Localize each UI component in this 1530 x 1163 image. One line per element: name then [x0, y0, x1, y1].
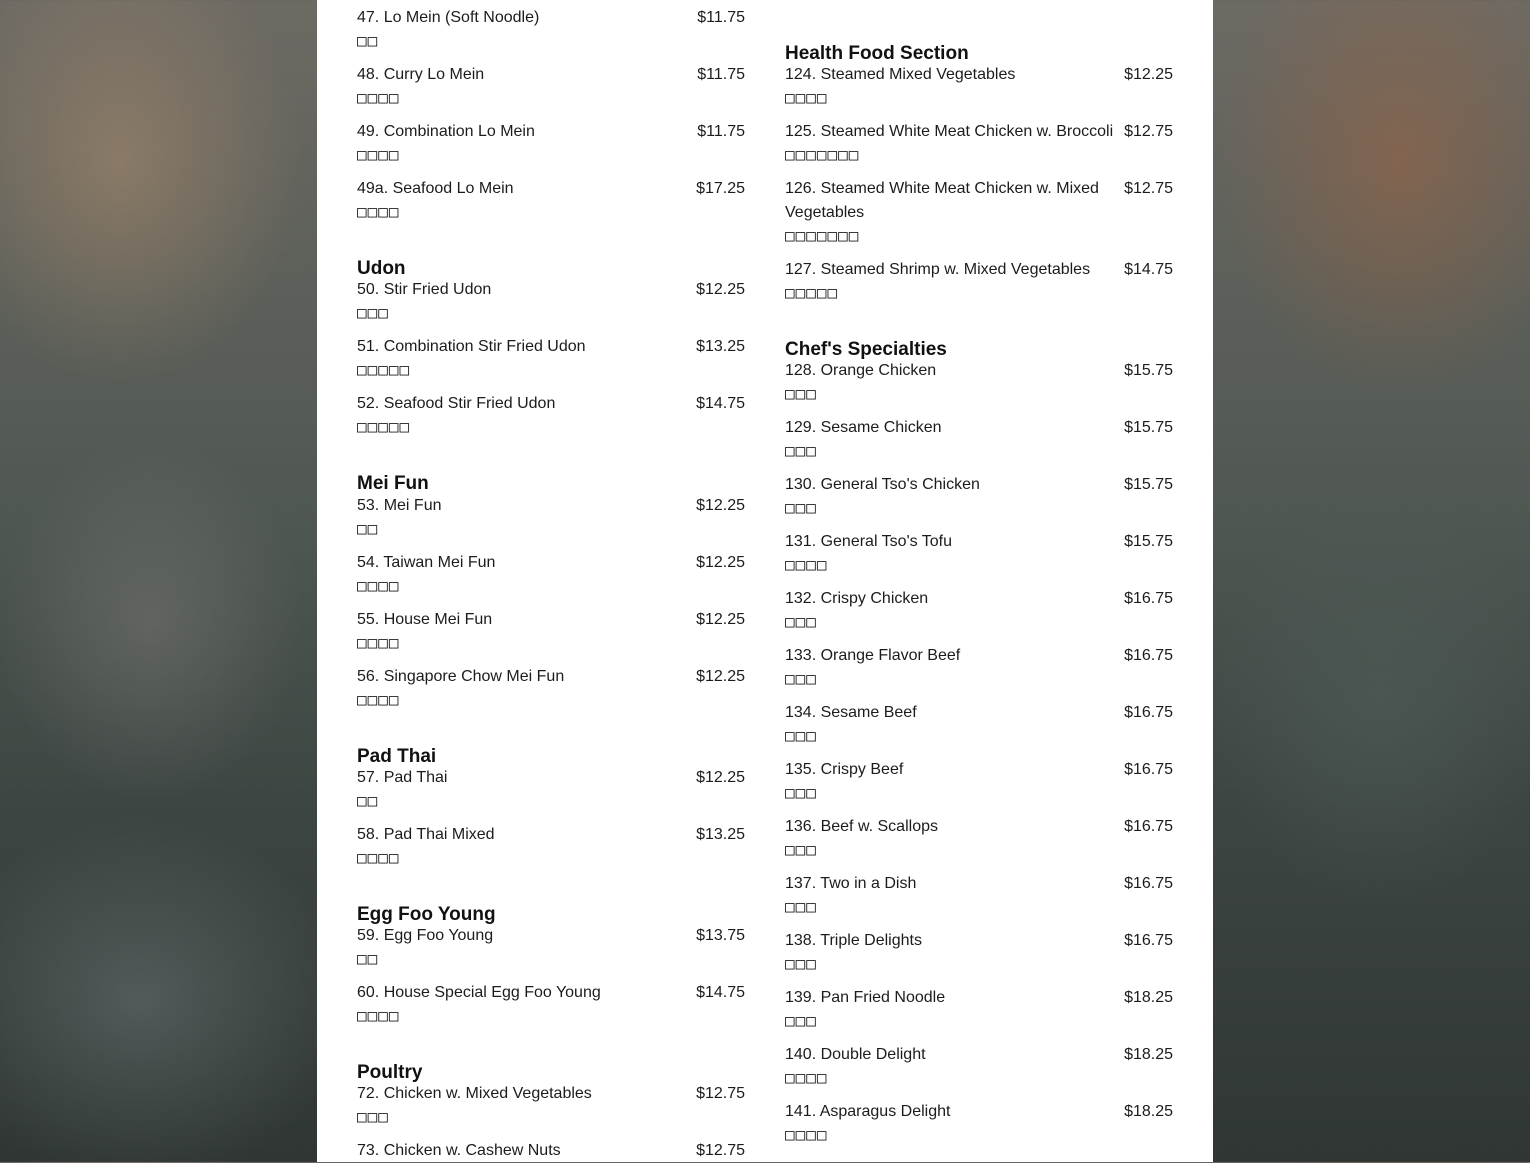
menu-item-chinese-name: □□□□	[357, 576, 400, 595]
menu-item	[357, 120, 745, 166]
menu-item-price: $16.75	[1124, 647, 1173, 664]
menu-item-price: $12.75	[696, 1142, 745, 1159]
menu-item-name: 128. Orange Chicken	[785, 362, 937, 379]
menu-item-price: $11.75	[697, 9, 745, 26]
menu-item-row	[357, 335, 745, 359]
menu-item-chinese-name: □□□□	[785, 1068, 828, 1087]
menu-item	[785, 758, 1173, 804]
menu-item-chinese-name: □□□□□	[357, 417, 411, 436]
menu-item	[357, 1139, 745, 1163]
menu-item-name: 54. Taiwan Mei Fun	[357, 554, 496, 571]
menu-item-price: $18.25	[1124, 1103, 1173, 1120]
menu-item-name: 127. Steamed Shrimp w. Mixed Vegetables	[785, 261, 1091, 278]
menu-item-price: $16.75	[1124, 818, 1173, 835]
menu-item-price: $17.25	[696, 180, 745, 197]
menu-item-row	[785, 473, 1173, 497]
menu-item-name: 140. Double Delight	[785, 1046, 926, 1063]
menu-item-price: $12.75	[1124, 123, 1173, 140]
menu-item	[785, 359, 1173, 405]
menu-item	[785, 530, 1173, 576]
menu-item	[785, 177, 1173, 247]
menu-item-name: 59. Egg Foo Young	[357, 927, 494, 944]
menu-item-row	[785, 1100, 1173, 1124]
menu-item-row	[785, 258, 1173, 282]
menu-item-name: 50. Stir Fried Udon	[357, 281, 492, 298]
menu-item-price: $15.75	[1124, 419, 1173, 436]
menu-item-price: $14.75	[696, 984, 745, 1001]
menu-item	[785, 416, 1173, 462]
menu-item-row	[785, 758, 1173, 782]
menu-item-price: $13.25	[696, 338, 745, 355]
menu-item-chinese-name: □□	[357, 791, 379, 810]
menu-item-row	[357, 608, 745, 632]
menu-item-price: $12.25	[696, 611, 745, 628]
section-heading-pad-thai: Pad Thai	[357, 746, 437, 767]
menu-item-chinese-name: □□□□	[357, 1006, 400, 1025]
menu-item-name: 129. Sesame Chicken	[785, 419, 942, 436]
menu-item	[357, 6, 745, 52]
menu-item-row	[785, 177, 1173, 225]
menu-item-name: 52. Seafood Stir Fried Udon	[357, 395, 556, 412]
menu-item-row	[357, 1082, 745, 1106]
menu-item-name: 130. General Tso's Chicken	[785, 476, 980, 493]
menu-item-name: 55. House Mei Fun	[357, 611, 493, 628]
menu-item-chinese-name: □□□□	[785, 555, 828, 574]
menu-item	[785, 63, 1173, 109]
menu-item-row	[357, 392, 745, 416]
menu-item-row	[357, 494, 745, 518]
menu-item-row	[357, 1139, 745, 1163]
menu-item	[785, 473, 1173, 519]
menu-item-name: 125. Steamed White Meat Chicken w. Broccoli	[785, 123, 1114, 140]
menu-item-price: $16.75	[1124, 590, 1173, 607]
menu-item-price: $12.25	[696, 769, 745, 786]
menu-item-name: 47. Lo Mein (Soft Noodle)	[357, 9, 540, 26]
menu-item-chinese-name: □□□	[785, 783, 817, 802]
menu-item	[357, 924, 745, 970]
menu-item	[785, 929, 1173, 975]
menu-item-price: $11.75	[697, 66, 745, 83]
menu-item-name: 141. Asparagus Delight	[785, 1103, 951, 1120]
menu-item-chinese-name: □□□	[785, 498, 817, 517]
menu-item-name: 135. Crispy Beef	[785, 761, 904, 778]
menu-item-chinese-name: □□□□□	[785, 283, 839, 302]
menu-item	[357, 981, 745, 1027]
menu-item	[357, 823, 745, 869]
menu-item-row	[785, 815, 1173, 839]
menu-item-name: 56. Singapore Chow Mei Fun	[357, 668, 565, 685]
menu-item-price: $16.75	[1124, 932, 1173, 949]
menu-item-row	[785, 120, 1173, 144]
menu-item	[357, 63, 745, 109]
menu-item	[785, 644, 1173, 690]
menu-item-name: 136. Beef w. Scallops	[785, 818, 938, 835]
menu-item-chinese-name: □□□	[785, 897, 817, 916]
menu-item	[357, 551, 745, 597]
menu-item	[357, 177, 745, 223]
menu-item	[785, 986, 1173, 1032]
section-heading-chef-s-specialties: Chef's Specialties	[785, 339, 947, 360]
menu-item	[785, 1043, 1173, 1089]
menu-item-chinese-name: □□□	[785, 669, 817, 688]
menu-item-chinese-name: □□□	[357, 1107, 389, 1126]
menu-item-row	[357, 278, 745, 302]
menu-item-chinese-name: □□	[357, 949, 379, 968]
menu-item-name: 73. Chicken w. Cashew Nuts	[357, 1142, 561, 1159]
menu-item	[357, 278, 745, 324]
menu-item	[785, 872, 1173, 918]
section-heading-health-food-section: Health Food Section	[785, 43, 969, 64]
menu-item-chinese-name: □□□	[785, 612, 817, 631]
section-heading-poultry: Poultry	[357, 1062, 423, 1083]
menu-item-name: 53. Mei Fun	[357, 497, 442, 514]
menu-item-name: 134. Sesame Beef	[785, 704, 917, 721]
menu-item-row	[357, 63, 745, 87]
section-heading-udon: Udon	[357, 258, 406, 279]
menu-item-name: 49. Combination Lo Mein	[357, 123, 535, 140]
menu-item-price: $16.75	[1124, 761, 1173, 778]
menu-item-chinese-name: □□	[357, 519, 379, 538]
menu-item-chinese-name: □□□□	[357, 202, 400, 221]
menu-item-chinese-name: □□	[357, 31, 379, 50]
menu-item-name: 58. Pad Thai Mixed	[357, 826, 495, 843]
menu-item	[357, 1082, 745, 1128]
menu-item-price: $15.75	[1124, 362, 1173, 379]
menu-item-chinese-name: □□□	[785, 954, 817, 973]
menu-item-name: 57. Pad Thai	[357, 769, 448, 786]
menu-item-price: $14.75	[1124, 261, 1173, 278]
menu-item-row	[785, 587, 1173, 611]
menu-item-name: 137. Two in a Dish	[785, 875, 917, 892]
menu-item-chinese-name: □□□□	[785, 88, 828, 107]
menu-item-price: $12.25	[696, 554, 745, 571]
menu-item-row	[785, 530, 1173, 554]
menu-item-row	[357, 924, 745, 948]
menu-item-row	[357, 665, 745, 689]
menu-item-chinese-name: □□□	[785, 384, 817, 403]
menu-item-name: 133. Orange Flavor Beef	[785, 647, 961, 664]
menu-item-chinese-name: □□□	[785, 726, 817, 745]
menu-item-row	[785, 359, 1173, 383]
menu-item-chinese-name: □□□□	[785, 1125, 828, 1144]
menu-item-row	[357, 6, 745, 30]
menu-item-chinese-name: □□□□□□□	[785, 145, 860, 164]
menu-item-row	[785, 872, 1173, 896]
menu-item-price: $18.25	[1124, 1046, 1173, 1063]
menu-item-name: 49a. Seafood Lo Mein	[357, 180, 514, 197]
menu-item-name: 132. Crispy Chicken	[785, 590, 929, 607]
menu-item	[357, 494, 745, 540]
menu-item-row	[785, 701, 1173, 725]
menu-item-chinese-name: □□□□	[357, 88, 400, 107]
menu-item-price: $12.25	[696, 668, 745, 685]
menu-item-price: $13.25	[696, 826, 745, 843]
menu-panel	[317, 0, 1213, 1162]
menu-item-row	[785, 1043, 1173, 1067]
menu-item	[785, 1100, 1173, 1146]
menu-item	[357, 665, 745, 711]
menu-item-chinese-name: □□□□	[357, 690, 400, 709]
menu-item-row	[357, 766, 745, 790]
menu-item	[785, 701, 1173, 747]
menu-item-price: $12.25	[696, 497, 745, 514]
menu-item-row	[357, 981, 745, 1005]
menu-item-price: $11.75	[697, 123, 745, 140]
menu-item-price: $15.75	[1124, 533, 1173, 550]
menu-item	[357, 608, 745, 654]
menu-item-row	[785, 929, 1173, 953]
menu-item-row	[357, 177, 745, 201]
menu-item-chinese-name: □□□□	[357, 145, 400, 164]
menu-item-price: $12.75	[1124, 180, 1173, 197]
menu-item-name: 48. Curry Lo Mein	[357, 66, 485, 83]
menu-item-row	[785, 416, 1173, 440]
menu-item-chinese-name: □□□□□	[357, 360, 411, 379]
menu-item-name: 139. Pan Fried Noodle	[785, 989, 946, 1006]
menu-item-chinese-name: □□□	[785, 441, 817, 460]
menu-item-name: 60. House Special Egg Foo Young	[357, 984, 601, 1001]
menu-item-chinese-name: □□□	[357, 303, 389, 322]
menu-item	[357, 335, 745, 381]
menu-item-name: 51. Combination Stir Fried Udon	[357, 338, 586, 355]
menu-item	[357, 766, 745, 812]
menu-item-row	[357, 120, 745, 144]
menu-item-row	[357, 551, 745, 575]
menu-item-chinese-name: □□□	[785, 840, 817, 859]
menu-item-price: $13.75	[696, 927, 745, 944]
menu-item-price: $15.75	[1124, 476, 1173, 493]
menu-item-row	[785, 986, 1173, 1010]
menu-item-chinese-name: □□□□□□□	[785, 226, 860, 245]
menu-item-chinese-name: □□□	[785, 1011, 817, 1030]
menu-item	[357, 392, 745, 438]
menu-item-name: 124. Steamed Mixed Vegetables	[785, 66, 1016, 83]
menu-item-row	[785, 63, 1173, 87]
menu-item	[785, 258, 1173, 304]
menu-item-price: $18.25	[1124, 989, 1173, 1006]
menu-item-name: 72. Chicken w. Mixed Vegetables	[357, 1085, 592, 1102]
section-heading-egg-foo-young: Egg Foo Young	[357, 904, 496, 925]
menu-item-chinese-name: □□□□	[357, 633, 400, 652]
menu-item	[785, 815, 1173, 861]
menu-item-name: 131. General Tso's Tofu	[785, 533, 953, 550]
menu-item-price: $12.75	[696, 1085, 745, 1102]
menu-item-price: $12.25	[1124, 66, 1173, 83]
menu-item-chinese-name: □□□□	[357, 848, 400, 867]
menu-item-row	[785, 644, 1173, 668]
menu-item-row	[357, 823, 745, 847]
menu-item-price: $12.25	[696, 281, 745, 298]
menu-item-price: $16.75	[1124, 875, 1173, 892]
section-heading-mei-fun: Mei Fun	[357, 473, 429, 494]
menu-item	[785, 587, 1173, 633]
menu-item-name: 138. Triple Delights	[785, 932, 922, 949]
menu-item-name: 126. Steamed White Meat Chicken w. Mixed Vegetables	[785, 180, 1099, 221]
menu-item-price: $14.75	[696, 395, 745, 412]
menu-item-price: $16.75	[1124, 704, 1173, 721]
menu-item	[785, 120, 1173, 166]
